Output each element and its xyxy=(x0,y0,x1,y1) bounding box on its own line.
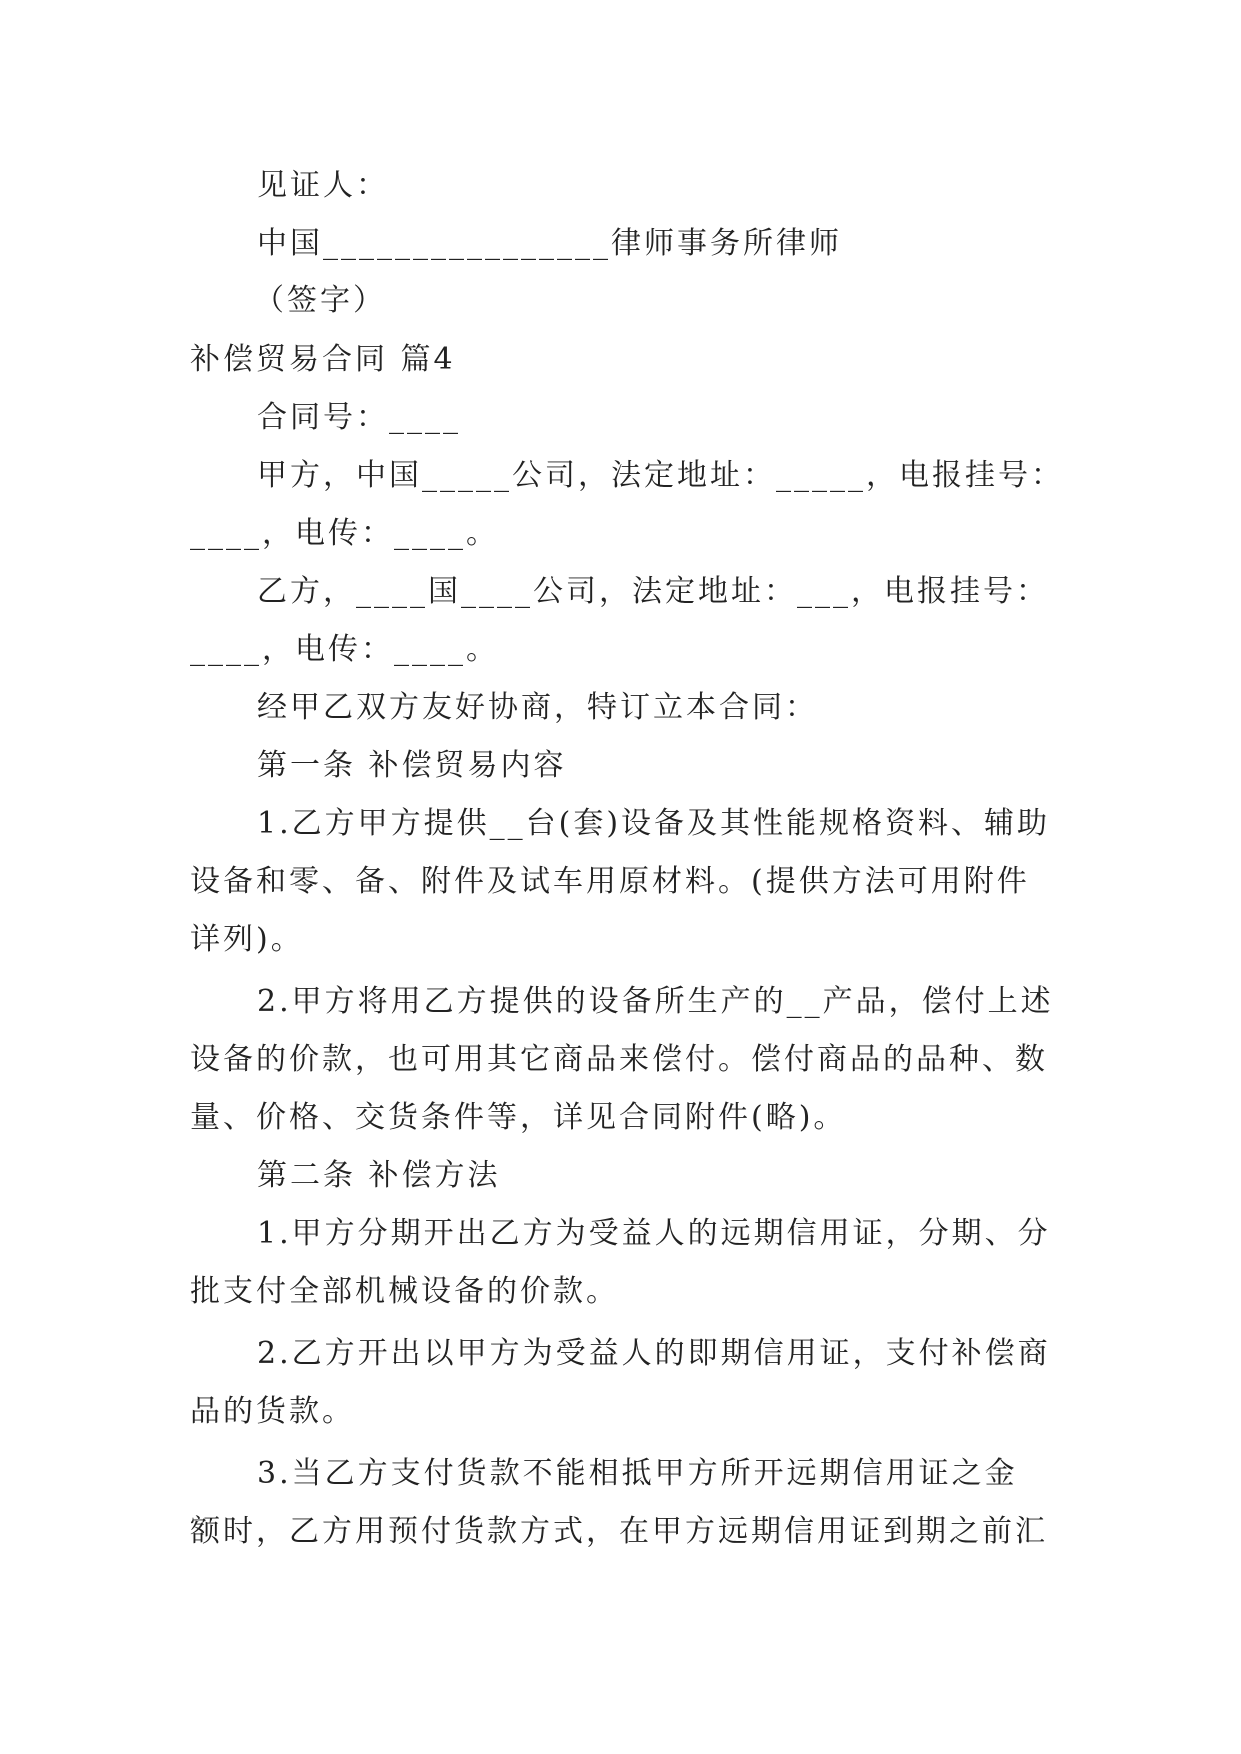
article-1-item-1-cont: 详列)。 xyxy=(190,922,304,957)
article-2-item-1-cont: 批支付全部机械设备的价款。 xyxy=(190,1274,619,1309)
signature-label: （签字） xyxy=(254,283,386,318)
party-b-line: 乙方，____国____公司，法定地址：___，电报挂号： xyxy=(257,574,1049,609)
article-2-item-2-cont: 品的货款。 xyxy=(190,1394,355,1429)
article-2-heading: 第二条 补偿方法 xyxy=(257,1158,501,1193)
article-1-item-1-cont: 设备和零、备、附件及试车用原材料。(提供方法可用附件 xyxy=(190,864,1030,899)
preamble-line: 经甲乙双方友好协商，特订立本合同： xyxy=(257,690,818,725)
party-b-line-cont: ____，电传：____。 xyxy=(190,632,499,667)
article-1-item-2-cont: 量、价格、交货条件等，详见合同附件(略)。 xyxy=(190,1100,847,1135)
article-2-item-3: 3.当乙方支付货款不能相抵甲方所开远期信用证之金 xyxy=(257,1456,1018,1491)
article-1-item-2: 2.甲方将用乙方提供的设备所生产的__产品，偿付上述 xyxy=(257,984,1054,1019)
party-a-line: 甲方，中国_____公司，法定地址：_____，电报挂号： xyxy=(257,458,1064,493)
article-1-item-2-cont: 设备的价款，也可用其它商品来偿付。偿付商品的品种、数 xyxy=(190,1042,1048,1077)
article-2-item-3-cont: 额时，乙方用预付货款方式，在甲方远期信用证到期之前汇 xyxy=(190,1514,1048,1549)
article-2-item-2: 2.乙方开出以甲方为受益人的即期信用证，支付补偿商 xyxy=(257,1336,1051,1371)
party-a-line-cont: ____，电传：____。 xyxy=(190,516,499,551)
article-1-heading: 第一条 补偿贸易内容 xyxy=(257,748,567,783)
article-1-item-1: 1.乙方甲方提供__台(套)设备及其性能规格资料、辅助 xyxy=(257,806,1051,841)
contract-number-line: 合同号：____ xyxy=(257,400,461,435)
contract-title: 补偿贸易合同 篇4 xyxy=(190,342,456,377)
witness-label: 见证人： xyxy=(257,168,389,203)
law-firm-line: 中国________________律师事务所律师 xyxy=(257,226,842,261)
article-2-item-1: 1.甲方分期开出乙方为受益人的远期信用证，分期、分 xyxy=(257,1216,1051,1251)
